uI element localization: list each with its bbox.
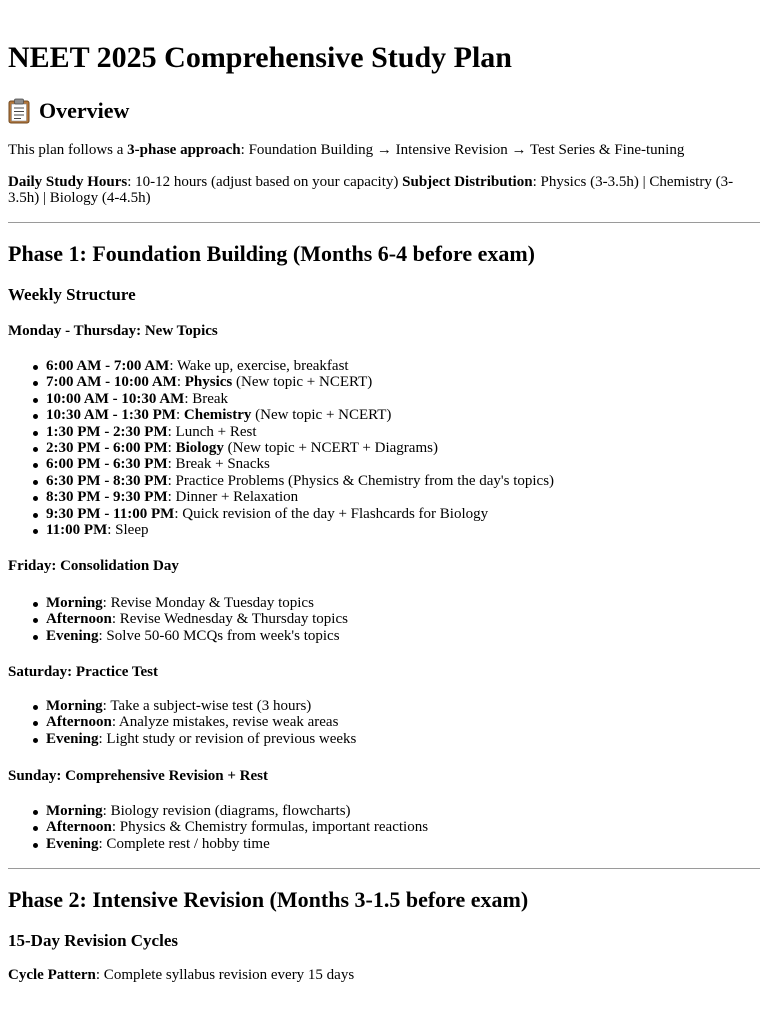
friday-list: [8, 595, 760, 644]
list-item: 2:30 PM - 6:00 PM: Biology (New topic + NCERT + Diagrams): [8, 440, 760, 456]
saturday-list: [8, 698, 760, 747]
sunday-heading: Sunday: Comprehensive Revision + Rest: [8, 768, 268, 784]
list-item: Evening: Light study or revision of previous weeks: [8, 731, 760, 747]
study-hours-paragraph: Daily Study Hours: 10-12 hours (adjust based on your capacity) Subject Distribution: Physics (3-3.5h) | Chemistry (3- 3.5h) | Biology (4-4.5h): [8, 174, 734, 206]
list-item: Afternoon: Physics & Chemistry formulas, important reactions: [8, 819, 760, 835]
list-item: Morning: Revise Monday & Tuesday topics: [8, 595, 760, 611]
list-item: 9:30 PM - 11:00 PM: Quick revision of the day + Flashcards for Biology: [8, 506, 760, 522]
list-item: Afternoon: Revise Wednesday & Thursday topics: [8, 611, 760, 627]
divider: [8, 222, 760, 223]
sunday-list: [8, 803, 760, 852]
mon-thu-schedule-list: [8, 358, 760, 538]
divider: [8, 868, 760, 869]
list-item: Evening: Complete rest / hobby time: [8, 836, 760, 852]
cycle-pattern-paragraph: Cycle Pattern: Complete syllabus revision every 15 days: [8, 967, 355, 983]
list-item: 7:00 AM - 10:00 AM: Physics (New topic + NCERT): [8, 374, 760, 390]
saturday-heading: Saturday: Practice Test: [8, 664, 158, 680]
weekly-structure-heading: Weekly Structure: [8, 285, 136, 304]
phase1-heading: Phase 1: Foundation Building (Months 6-4 before exam): [8, 241, 536, 266]
overview-intro: This plan follows a 3-phase approach: Foundation Building → Intensive Revision → Test Series & Fine-tuning: [8, 142, 685, 158]
list-item: 1:30 PM - 2:30 PM: Lunch + Rest: [8, 424, 760, 440]
list-item: Morning: Take a subject-wise test (3 hours): [8, 698, 760, 714]
list-item: 6:30 PM - 8:30 PM: Practice Problems (Physics & Chemistry from the day's topics): [8, 473, 760, 489]
revision-cycles-heading: 15-Day Revision Cycles: [8, 931, 178, 950]
mon-thu-heading: Monday - Thursday: New Topics: [8, 323, 218, 339]
overview-heading-text: Overview: [39, 98, 130, 123]
list-item: 10:00 AM - 10:30 AM: Break: [8, 391, 760, 407]
list-item: 10:30 AM - 1:30 PM: Chemistry (New topic + NCERT): [8, 407, 760, 423]
list-item: 11:00 PM: Sleep: [8, 522, 760, 538]
overview-heading: [8, 96, 129, 126]
list-item: Afternoon: Analyze mistakes, revise weak areas: [8, 714, 760, 730]
list-item: 6:00 PM - 6:30 PM: Break + Snacks: [8, 456, 760, 472]
page-title: NEET 2025 Comprehensive Study Plan: [8, 41, 512, 74]
list-item: 8:30 PM - 9:30 PM: Dinner + Relaxation: [8, 489, 760, 505]
phase2-heading: Phase 2: Intensive Revision (Months 3-1.5 before exam): [8, 887, 529, 912]
list-item: 6:00 AM - 7:00 AM: Wake up, exercise, breakfast: [8, 358, 760, 374]
clipboard-icon: [8, 98, 30, 124]
friday-heading: Friday: Consolidation Day: [8, 558, 179, 574]
list-item: Morning: Biology revision (diagrams, flowcharts): [8, 803, 760, 819]
list-item: Evening: Solve 50-60 MCQs from week's topics: [8, 628, 760, 644]
